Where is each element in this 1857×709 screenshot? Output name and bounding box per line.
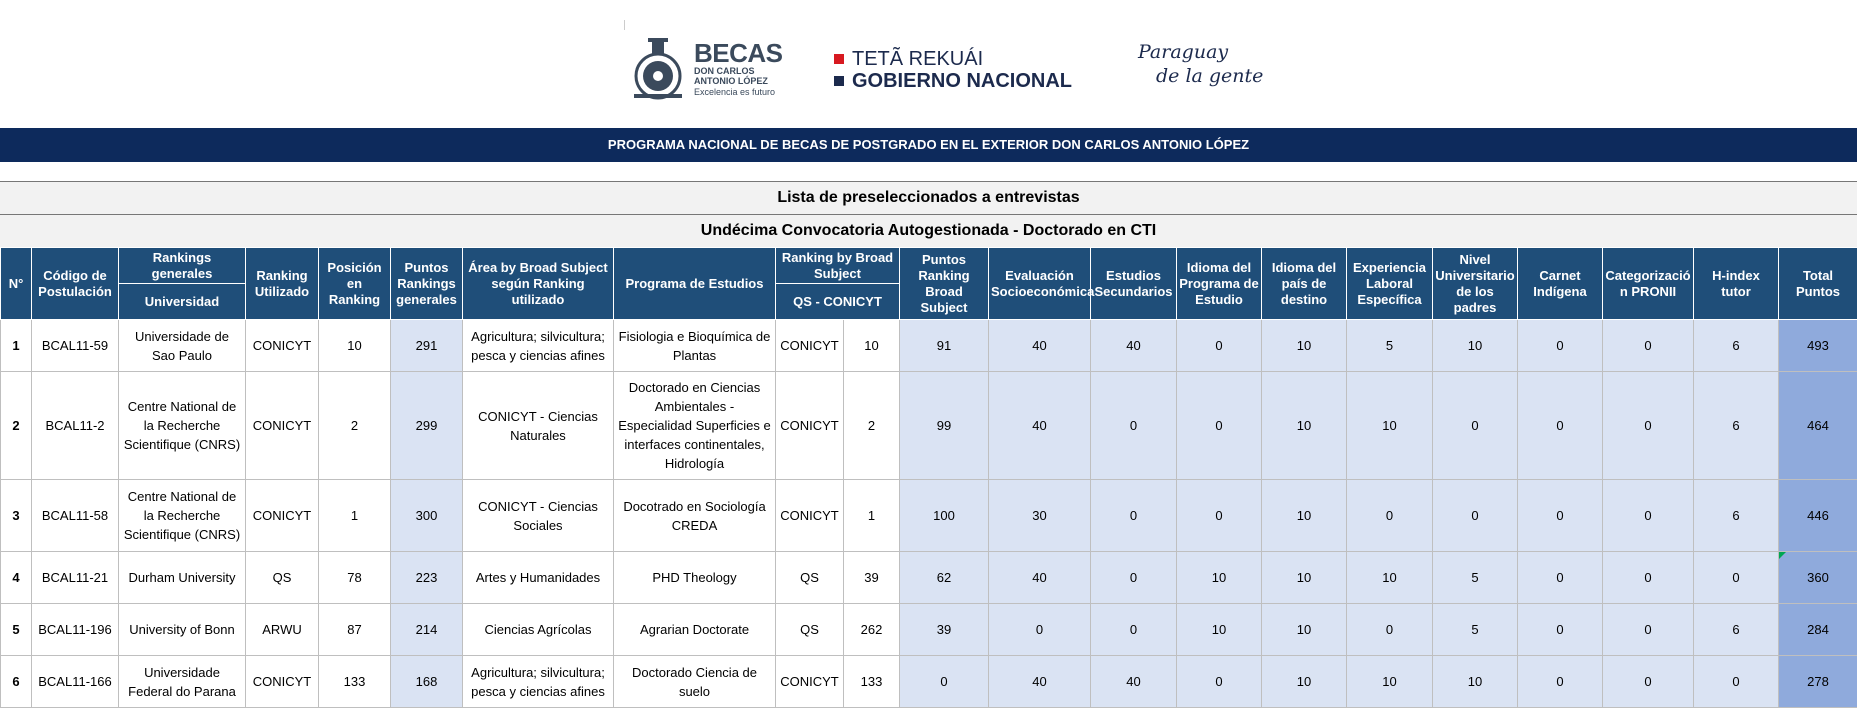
cell-puntos-rank: 300 bbox=[391, 480, 463, 552]
header-idioma-pais: Idioma del país de destino bbox=[1262, 248, 1347, 320]
gob-line-1 bbox=[834, 48, 1072, 70]
cell-puntos-bs: 62 bbox=[900, 552, 989, 604]
header-rankings-generales: Rankings generales bbox=[119, 248, 246, 284]
cell-no: 1 bbox=[1, 320, 32, 372]
cell-nivel: 0 bbox=[1433, 372, 1518, 480]
cell-puntos-bs: 100 bbox=[900, 480, 989, 552]
cell-nivel: 10 bbox=[1433, 320, 1518, 372]
cell-carnet: 0 bbox=[1518, 656, 1603, 708]
header-puntos-rankings: Puntos Rankings generales bbox=[391, 248, 463, 320]
cell-area: CONICYT - Ciencias Sociales bbox=[463, 480, 614, 552]
results-table bbox=[0, 247, 1857, 708]
divider bbox=[624, 20, 625, 30]
header-ranking-broad: Ranking by Broad Subject bbox=[776, 248, 900, 284]
cell-hindex: 0 bbox=[1694, 552, 1779, 604]
red-square-icon bbox=[834, 54, 844, 64]
cell-experiencia: 5 bbox=[1347, 320, 1433, 372]
becas-sub-1: DON CARLOS bbox=[694, 66, 755, 76]
cell-idioma-prog: 10 bbox=[1177, 552, 1262, 604]
cell-evaluacion: 40 bbox=[989, 372, 1091, 480]
cell-idioma-prog: 0 bbox=[1177, 480, 1262, 552]
header-qs-conicyt: QS - CONICYT bbox=[776, 284, 900, 320]
cell-carnet: 0 bbox=[1518, 604, 1603, 656]
cell-idioma-pais: 10 bbox=[1262, 320, 1347, 372]
header-ranking-utilizado: Ranking Utilizado bbox=[246, 248, 319, 320]
cell-puntos-bs: 39 bbox=[900, 604, 989, 656]
cell-no: 3 bbox=[1, 480, 32, 552]
cell-carnet: 0 bbox=[1518, 372, 1603, 480]
cell-nivel: 0 bbox=[1433, 480, 1518, 552]
cell-area: CONICYT - Ciencias Naturales bbox=[463, 372, 614, 480]
gob-line-1-text: TETÃ REKUÁI bbox=[852, 48, 984, 70]
cell-universidad: Universidade Federal do Parana bbox=[119, 656, 246, 708]
cell-total: 464 bbox=[1779, 372, 1857, 480]
cell-estudios: 0 bbox=[1091, 372, 1177, 480]
cell-estudios: 0 bbox=[1091, 552, 1177, 604]
header-codigo: Código de Postulación bbox=[32, 248, 119, 320]
py-line-2: de la gente bbox=[1156, 65, 1264, 87]
cell-pronii: 0 bbox=[1603, 604, 1694, 656]
header-area: Área by Broad Subject según Ranking utilizado bbox=[463, 248, 614, 320]
cell-idioma-prog: 10 bbox=[1177, 604, 1262, 656]
cell-posicion: 133 bbox=[319, 656, 391, 708]
cell-hindex: 6 bbox=[1694, 372, 1779, 480]
cell-codigo: BCAL11-21 bbox=[32, 552, 119, 604]
cell-experiencia: 10 bbox=[1347, 372, 1433, 480]
gobierno-logo bbox=[834, 48, 1072, 92]
cell-bs-ranking: CONICYT bbox=[776, 480, 844, 552]
cell-evaluacion: 40 bbox=[989, 320, 1091, 372]
cell-puntos-bs: 91 bbox=[900, 320, 989, 372]
cell-pronii: 0 bbox=[1603, 320, 1694, 372]
cell-puntos-rank: 223 bbox=[391, 552, 463, 604]
cell-posicion: 1 bbox=[319, 480, 391, 552]
cell-codigo: BCAL11-2 bbox=[32, 372, 119, 480]
cell-idioma-pais: 10 bbox=[1262, 604, 1347, 656]
cell-posicion: 78 bbox=[319, 552, 391, 604]
logo-header bbox=[0, 0, 1857, 128]
cell-puntos-rank: 291 bbox=[391, 320, 463, 372]
cell-programa: PHD Theology bbox=[614, 552, 776, 604]
cell-total: 284 bbox=[1779, 604, 1857, 656]
cell-no: 6 bbox=[1, 656, 32, 708]
cell-carnet: 0 bbox=[1518, 480, 1603, 552]
header-programa: Programa de Estudios bbox=[614, 248, 776, 320]
cell-ranking: CONICYT bbox=[246, 480, 319, 552]
cell-carnet: 0 bbox=[1518, 552, 1603, 604]
header-nivel: Nivel Universitario de los padres bbox=[1433, 248, 1518, 320]
cell-bs-pos: 10 bbox=[844, 320, 900, 372]
cell-idioma-prog: 0 bbox=[1177, 320, 1262, 372]
gob-line-2 bbox=[834, 70, 1072, 92]
table-row bbox=[1, 656, 1857, 708]
cell-posicion: 10 bbox=[319, 320, 391, 372]
cell-ranking: CONICYT bbox=[246, 320, 319, 372]
cell-experiencia: 0 bbox=[1347, 604, 1433, 656]
cell-idioma-prog: 0 bbox=[1177, 656, 1262, 708]
cell-programa: Doctorado Ciencia de suelo bbox=[614, 656, 776, 708]
paraguay-logo bbox=[1138, 40, 1263, 88]
header-no: N° bbox=[1, 248, 32, 320]
cell-estudios: 0 bbox=[1091, 604, 1177, 656]
header-idioma-programa: Idioma del Programa de Estudio bbox=[1177, 248, 1262, 320]
cell-idioma-prog: 0 bbox=[1177, 372, 1262, 480]
cell-puntos-rank: 214 bbox=[391, 604, 463, 656]
header-experiencia: Experiencia Laboral Específica bbox=[1347, 248, 1433, 320]
becas-wordmark bbox=[694, 40, 783, 98]
table-row bbox=[1, 372, 1857, 480]
list-title: Lista de preseleccionados a entrevistas bbox=[0, 181, 1857, 214]
cell-puntos-rank: 299 bbox=[391, 372, 463, 480]
cell-nivel: 5 bbox=[1433, 552, 1518, 604]
cell-estudios: 40 bbox=[1091, 320, 1177, 372]
cell-estudios: 0 bbox=[1091, 480, 1177, 552]
cell-bs-pos: 133 bbox=[844, 656, 900, 708]
cell-experiencia: 10 bbox=[1347, 552, 1433, 604]
cell-nivel: 5 bbox=[1433, 604, 1518, 656]
cell-no: 5 bbox=[1, 604, 32, 656]
header-carnet: Carnet Indígena bbox=[1518, 248, 1603, 320]
cell-universidad: Centre National de la Recherche Scientifique (CNRS) bbox=[119, 372, 246, 480]
cell-bs-ranking: CONICYT bbox=[776, 320, 844, 372]
cell-area: Agricultura; silvicultura; pesca y ciencias afines bbox=[463, 656, 614, 708]
cell-evaluacion: 0 bbox=[989, 604, 1091, 656]
cell-universidad: University of Bonn bbox=[119, 604, 246, 656]
table-row bbox=[1, 320, 1857, 372]
cell-universidad: Centre National de la Recherche Scientifique (CNRS) bbox=[119, 480, 246, 552]
cell-programa: Docotrado en Sociología CREDA bbox=[614, 480, 776, 552]
cell-idioma-pais: 10 bbox=[1262, 372, 1347, 480]
cell-posicion: 87 bbox=[319, 604, 391, 656]
cell-universidad: Universidade de Sao Paulo bbox=[119, 320, 246, 372]
table-row bbox=[1, 604, 1857, 656]
becas-logo bbox=[632, 38, 783, 102]
cell-pronii: 0 bbox=[1603, 372, 1694, 480]
cell-hindex: 6 bbox=[1694, 320, 1779, 372]
becas-sub-2: ANTONIO LÓPEZ bbox=[694, 76, 768, 86]
cell-bs-ranking: CONICYT bbox=[776, 656, 844, 708]
cell-bs-pos: 1 bbox=[844, 480, 900, 552]
cell-puntos-rank: 168 bbox=[391, 656, 463, 708]
header-puntos-broad: Puntos Ranking Broad Subject bbox=[900, 248, 989, 320]
cell-experiencia: 10 bbox=[1347, 656, 1433, 708]
cell-bs-ranking: CONICYT bbox=[776, 372, 844, 480]
header-hindex: H-index tutor bbox=[1694, 248, 1779, 320]
cell-nivel: 10 bbox=[1433, 656, 1518, 708]
table-row bbox=[1, 552, 1857, 604]
header-evaluacion: Evaluación Socioeconómica bbox=[989, 248, 1091, 320]
cell-bs-ranking: QS bbox=[776, 552, 844, 604]
cell-estudios: 40 bbox=[1091, 656, 1177, 708]
cell-programa: Doctorado en Ciencias Ambientales - Especialidad Superficies e interfaces continentales, Hidrología bbox=[614, 372, 776, 480]
table-row bbox=[1, 480, 1857, 552]
cell-carnet: 0 bbox=[1518, 320, 1603, 372]
program-title: PROGRAMA NACIONAL DE BECAS DE POSTGRADO EN EL EXTERIOR DON CARLOS ANTONIO LÓPEZ bbox=[0, 128, 1857, 162]
cell-codigo: BCAL11-59 bbox=[32, 320, 119, 372]
becas-tagline: Excelencia es futuro bbox=[694, 87, 776, 97]
cell-bs-pos: 262 bbox=[844, 604, 900, 656]
cell-area: Agricultura; silvicultura; pesca y ciencias afines bbox=[463, 320, 614, 372]
cell-hindex: 6 bbox=[1694, 480, 1779, 552]
header-universidad: Universidad bbox=[119, 284, 246, 320]
header-posicion: Posición en Ranking bbox=[319, 248, 391, 320]
cell-total: 360 bbox=[1779, 552, 1857, 604]
cell-posicion: 2 bbox=[319, 372, 391, 480]
cell-ranking: ARWU bbox=[246, 604, 319, 656]
cell-codigo: BCAL11-58 bbox=[32, 480, 119, 552]
cell-total: 446 bbox=[1779, 480, 1857, 552]
cell-ranking: QS bbox=[246, 552, 319, 604]
cell-hindex: 0 bbox=[1694, 656, 1779, 708]
header-categorizacion: Categorizació n PRONII bbox=[1603, 248, 1694, 320]
header-estudios: Estudios Secundarios bbox=[1091, 248, 1177, 320]
cell-universidad: Durham University bbox=[119, 552, 246, 604]
cell-ranking: CONICYT bbox=[246, 656, 319, 708]
cell-puntos-bs: 99 bbox=[900, 372, 989, 480]
cell-pronii: 0 bbox=[1603, 656, 1694, 708]
gob-line-2-text: GOBIERNO NACIONAL bbox=[852, 70, 1072, 92]
cell-idioma-pais: 10 bbox=[1262, 480, 1347, 552]
convocatoria-title: Undécima Convocatoria Autogestionada - Doctorado en CTI bbox=[0, 214, 1857, 247]
cell-puntos-bs: 0 bbox=[900, 656, 989, 708]
cell-programa: Fisiologia e Bioquímica de Plantas bbox=[614, 320, 776, 372]
py-line-1: Paraguay bbox=[1138, 41, 1229, 63]
cell-experiencia: 0 bbox=[1347, 480, 1433, 552]
becas-title: BECAS bbox=[694, 38, 783, 68]
cell-evaluacion: 40 bbox=[989, 656, 1091, 708]
cell-codigo: BCAL11-166 bbox=[32, 656, 119, 708]
cell-area: Artes y Humanidades bbox=[463, 552, 614, 604]
cell-bs-ranking: QS bbox=[776, 604, 844, 656]
cell-codigo: BCAL11-196 bbox=[32, 604, 119, 656]
header-total: Total Puntos bbox=[1779, 248, 1857, 320]
cell-ranking: CONICYT bbox=[246, 372, 319, 480]
cell-hindex: 6 bbox=[1694, 604, 1779, 656]
cell-idioma-pais: 10 bbox=[1262, 552, 1347, 604]
cell-programa: Agrarian Doctorate bbox=[614, 604, 776, 656]
cell-no: 2 bbox=[1, 372, 32, 480]
cell-total: 278 bbox=[1779, 656, 1857, 708]
cell-evaluacion: 30 bbox=[989, 480, 1091, 552]
blue-square-icon bbox=[834, 76, 844, 86]
cell-no: 4 bbox=[1, 552, 32, 604]
cell-evaluacion: 40 bbox=[989, 552, 1091, 604]
cell-idioma-pais: 10 bbox=[1262, 656, 1347, 708]
becas-emblem-icon bbox=[632, 38, 688, 102]
cell-area: Ciencias Agrícolas bbox=[463, 604, 614, 656]
cell-bs-pos: 39 bbox=[844, 552, 900, 604]
cell-total: 493 bbox=[1779, 320, 1857, 372]
cell-pronii: 0 bbox=[1603, 480, 1694, 552]
cell-bs-pos: 2 bbox=[844, 372, 900, 480]
cell-pronii: 0 bbox=[1603, 552, 1694, 604]
